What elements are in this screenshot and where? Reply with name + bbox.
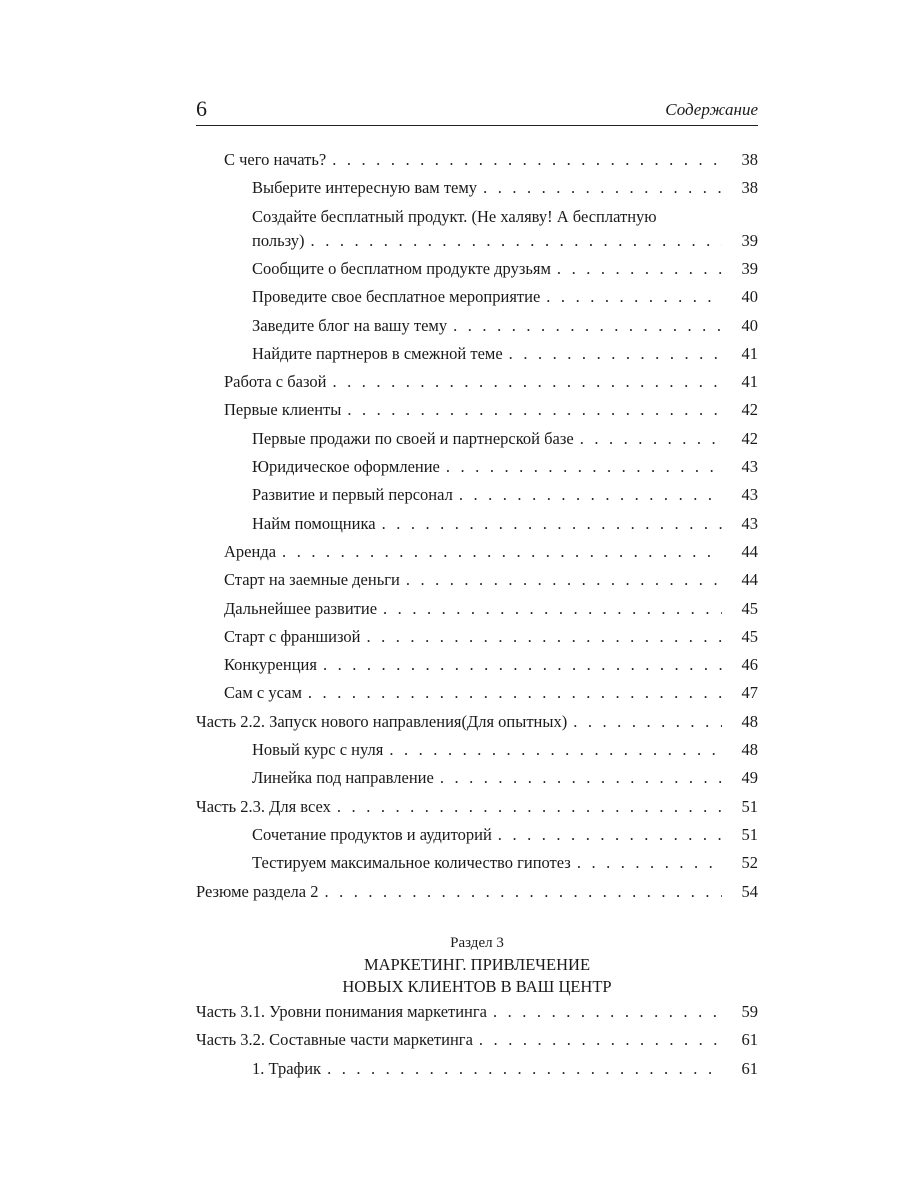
toc-entry-label: С чего начать? (224, 150, 327, 169)
toc-entry-label: пользу) (252, 230, 305, 250)
toc-entry-label: Резюме раздела 2 (196, 881, 319, 901)
dot-leader (483, 176, 722, 200)
dot-leader (498, 823, 722, 847)
toc-entry-label: Линейка под направление (252, 768, 434, 788)
toc-entry-label: Дальнейшее развитие (224, 598, 378, 618)
dot-leader (453, 314, 722, 338)
toc-entry-label: Юридическое оформление (252, 457, 440, 476)
dot-leader (546, 285, 722, 309)
toc-entry-page: 38 (741, 178, 758, 198)
toc-entry-label: Сочетание продуктов и аудиторий (252, 824, 492, 844)
toc-entry-page: 61 (741, 1030, 758, 1050)
toc-entry-page: 41 (741, 372, 758, 392)
dot-leader (311, 229, 722, 253)
toc-entry-label: Заведите блог на вашу тему (252, 315, 448, 335)
section-title-line-2: НОВЫХ КЛИЕНТОВ В ВАШ ЦЕНТР (342, 977, 612, 996)
dot-leader (366, 625, 722, 649)
dot-leader (580, 427, 722, 451)
toc-entry-page: 43 (741, 485, 758, 505)
toc-entry-label: Старт на заемные деньги (224, 570, 400, 590)
toc-entry-label: Часть 3.2. Составные части маркетинга (196, 1030, 473, 1050)
dot-leader (383, 597, 722, 621)
toc-entry-label: Сам с усам (224, 683, 302, 703)
dot-leader (332, 370, 722, 394)
toc-entry-label: Первые продажи по своей и партнерской базе (252, 428, 574, 448)
toc-entry-label-first-line: Создайте бесплатный продукт. (Не халяву! А бесплатную (252, 206, 657, 226)
toc-entry-page: 59 (741, 1002, 758, 1021)
toc-entry-label: Аренда (224, 541, 277, 561)
toc-entry-page: 47 (741, 683, 758, 703)
dot-leader (382, 512, 722, 536)
section-heading (196, 932, 758, 998)
toc-entry-label: 1. Трафик (252, 1058, 322, 1078)
toc-entry-page: 39 (741, 230, 758, 250)
page-number: 6 (196, 96, 207, 121)
toc-entry-label: Часть 2.3. Для всех (196, 796, 331, 816)
toc-entry-label: Старт с франшизой (224, 626, 361, 646)
dot-leader (282, 540, 722, 564)
dot-leader (332, 148, 722, 172)
toc-entry-label: Часть 3.1. Уровни понимания маркетинга (196, 1002, 487, 1021)
toc-entry-page: 54 (741, 881, 758, 901)
toc-entry-page: 46 (741, 655, 758, 675)
toc-entry-page: 42 (741, 428, 758, 448)
toc-entry-page: 45 (741, 626, 758, 646)
dot-leader (577, 851, 722, 875)
dot-leader (509, 342, 722, 366)
dot-leader (479, 1028, 722, 1052)
toc-entry-page: 45 (741, 598, 758, 618)
dot-leader (440, 766, 722, 790)
toc-entry-label: Первые клиенты (224, 400, 342, 420)
header-rule (196, 125, 758, 126)
dot-leader (389, 738, 722, 762)
toc-entry-label: Найдите партнеров в смежной теме (252, 343, 503, 363)
dot-leader (493, 1000, 722, 1024)
dot-leader (324, 880, 722, 904)
dot-leader (337, 795, 722, 819)
dot-leader (323, 653, 722, 677)
page-header (196, 96, 758, 126)
dot-leader (308, 681, 722, 705)
toc-entry-page: 43 (741, 513, 758, 533)
toc-entry-page: 48 (741, 711, 758, 731)
dot-leader (557, 257, 722, 281)
toc-entry-label: Проведите свое бесплатное мероприятие (252, 287, 541, 307)
dot-leader (406, 568, 722, 592)
section-title-line-1: МАРКЕТИНГ. ПРИВЛЕЧЕНИЕ (363, 955, 591, 974)
toc-entry-page: 40 (741, 287, 758, 307)
toc-entry-page: 44 (741, 541, 758, 561)
toc-entry-label: Развитие и первый персонал (252, 485, 453, 505)
toc-entry-page: 51 (741, 824, 758, 844)
toc-entry-page: 40 (741, 315, 758, 335)
toc-entry-label: Найм помощника (252, 513, 376, 533)
dot-leader (347, 398, 722, 422)
toc-entry-page: 43 (741, 457, 758, 476)
dot-leader (446, 455, 722, 479)
dot-leader (327, 1057, 722, 1081)
dot-leader (573, 710, 722, 734)
toc-entry-page: 52 (741, 853, 758, 873)
toc-entry-label: Часть 2.2. Запуск нового направления(Для опытных) (196, 711, 568, 731)
dot-leader (459, 483, 722, 507)
toc-entry-label: Выберите интересную вам тему (252, 178, 478, 198)
toc-entry-page: 44 (741, 570, 758, 590)
toc-entry-page: 41 (741, 343, 758, 363)
toc-entry-label: Новый курс с нуля (252, 740, 384, 759)
toc-entry-label: Конкуренция (224, 655, 317, 675)
toc-entry-page: 39 (741, 258, 758, 278)
running-title: Содержание (665, 100, 758, 119)
toc-entry-page: 48 (741, 740, 758, 759)
toc-entry-page: 38 (741, 150, 758, 169)
toc-entry-label: Тестируем максимальное количество гипотез (252, 853, 571, 873)
toc-entry-page: 61 (741, 1058, 758, 1078)
section-label: Раздел 3 (450, 935, 504, 951)
toc-entry-page: 49 (741, 768, 758, 788)
toc-entry-page: 51 (741, 796, 758, 816)
toc-entry-label: Работа с базой (224, 372, 327, 392)
toc-entry-label: Сообщите о бесплатном продукте друзьям (252, 258, 551, 278)
toc-entry-page: 42 (741, 400, 758, 420)
